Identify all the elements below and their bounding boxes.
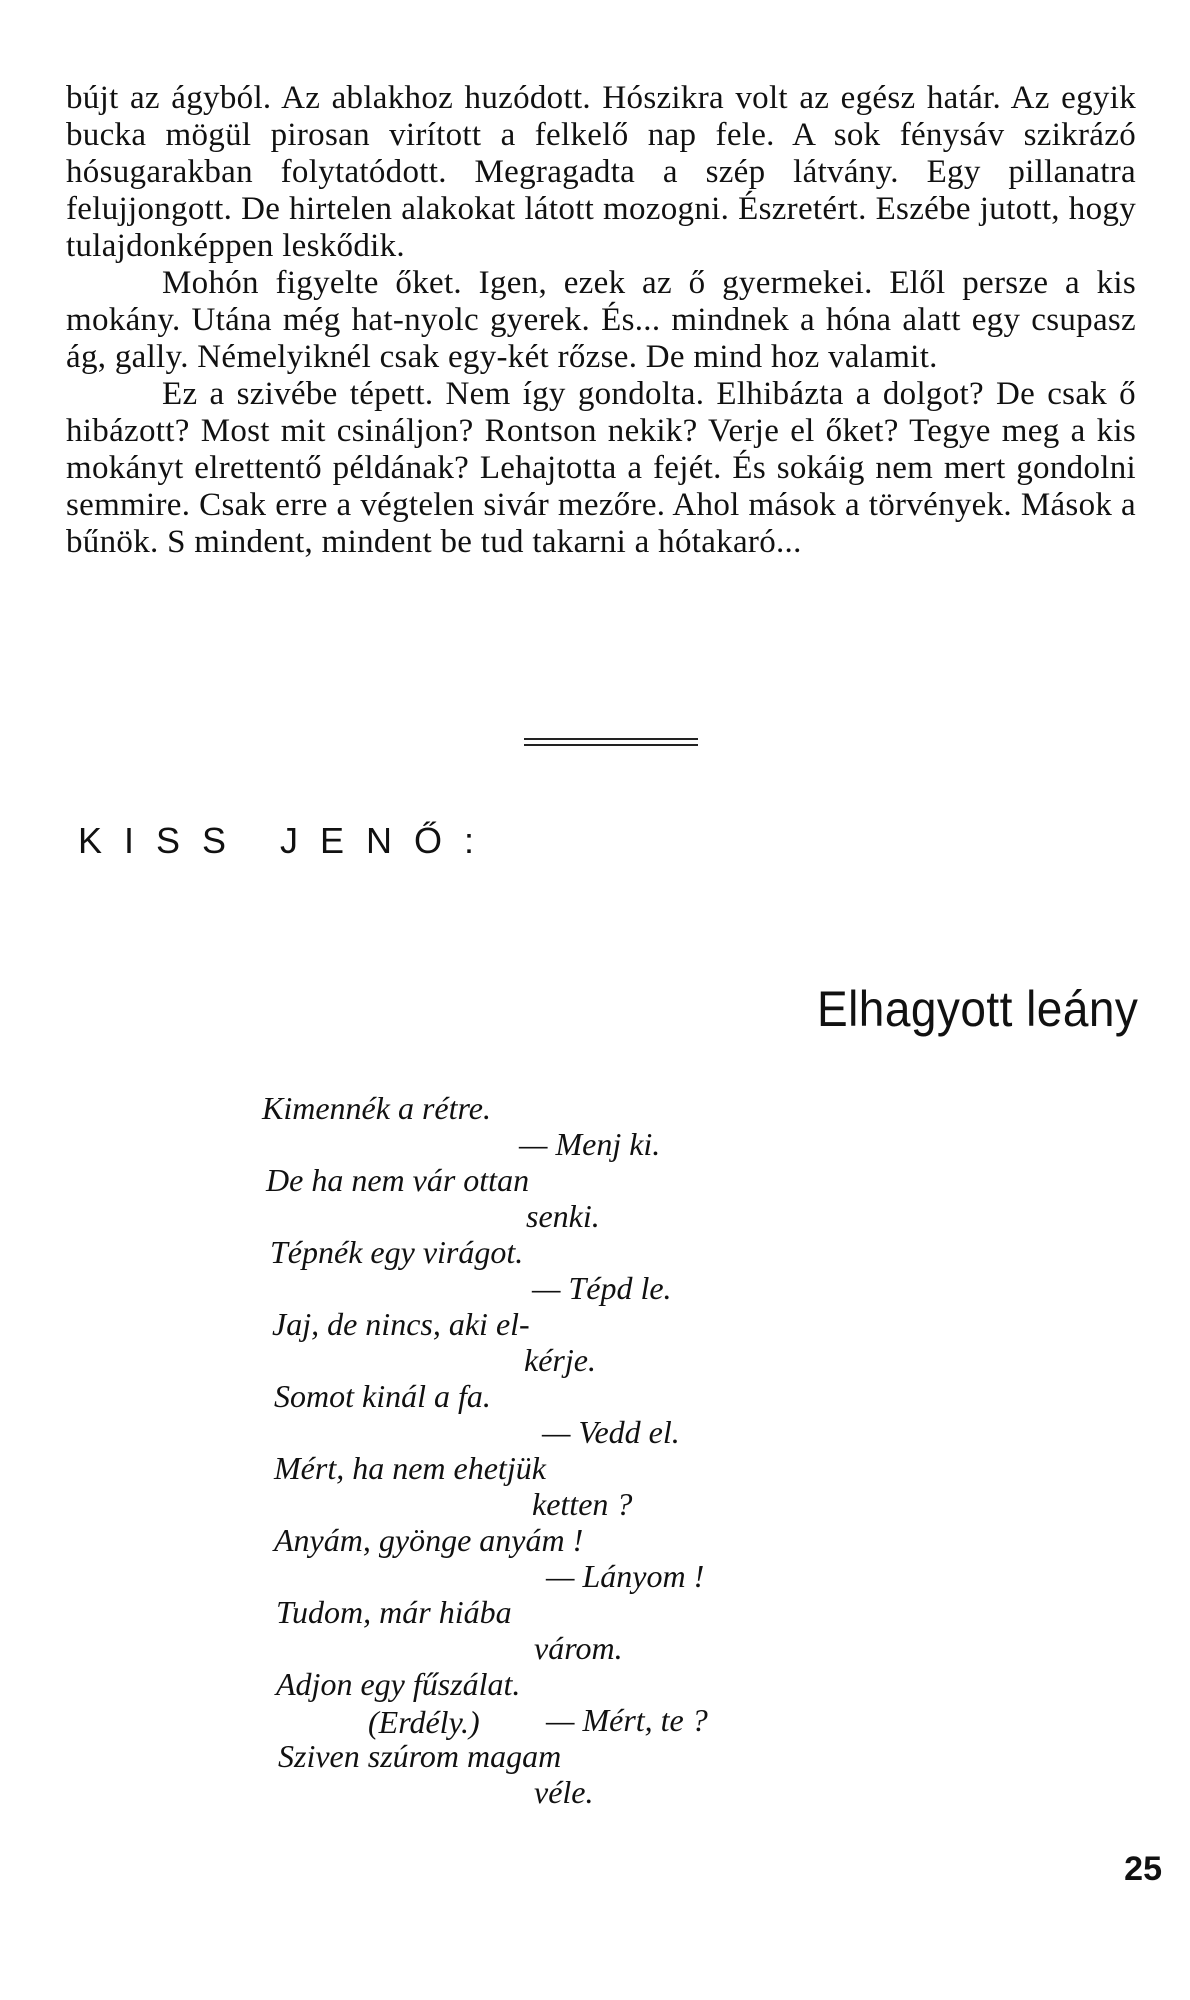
poem-line: — Tépd le. [532, 1270, 672, 1306]
poem-line: véle. [534, 1774, 594, 1810]
page-number: 25 [1124, 1850, 1162, 1888]
poem-title: Elhagyott leány [816, 981, 1138, 1037]
poem-line: — Mért, te ? [546, 1702, 708, 1738]
poem-body [262, 1090, 822, 1810]
prose-block [66, 80, 1136, 561]
poem-line: Somot kinál a fa. [274, 1378, 491, 1414]
poem-line: senki. [526, 1198, 600, 1234]
poem-line: Sziven szúrom magam [278, 1738, 562, 1774]
author-name: KISS JENŐ: [78, 820, 497, 861]
poem-line: Kimennék a rétre. [262, 1090, 491, 1126]
divider-rule [524, 744, 698, 746]
poem-line: Mért, ha nem ehetjük [274, 1450, 546, 1486]
poem-line: — Lányom ! [546, 1558, 705, 1594]
prose-paragraph: Ez a szivébe tépett. Nem így gondolta. Elhibázta a dolgot? De csak ő hibázott? Most mit csináljon? Rontson nekik? Verje el őket? Tegye meg a kis mokányt elrettentő példának? Lehajtotta a fejét. És sokáig nem mert gondolni semmire. Csak erre a végtelen sivár mezőre. Ahol mások a törvények. Mások a bűnök. S mindent, mindent be tud takarni a hótakaró... [66, 376, 1136, 560]
poem-line: — Vedd el. [542, 1414, 680, 1450]
poem-line: Tépnék egy virágot. [270, 1234, 524, 1270]
prose-paragraph: bújt az ágyból. Az ablakhoz huzódott. Hószikra volt az egész határ. Az egyik bucka mögül pirosan virított a felkelő nap fele. A sok fénysáv szikrázó hósugarakban folytatódott. Megragadta a szép látvány. Egy pillanatra felujjongott. De hirtelen alakokat látott mozogni. Észretért. Eszébe jutott, hogy tulajdonképpen leskődik. [66, 80, 1136, 264]
poem-line: kérje. [524, 1342, 596, 1378]
poem-line: Tudom, már hiába [276, 1594, 512, 1630]
poem-line: várom. [534, 1630, 623, 1666]
prose-paragraph: Mohón figyelte őket. Igen, ezek az ő gyermekei. Elől persze a kis mokány. Utána még hat-nyolc gyerek. És... mindnek a hóna alatt egy csupasz ág, gally. Némelyiknél csak egy-két rőzse. De mind hoz valamit. [66, 265, 1136, 375]
poem-line: — Menj ki. [519, 1126, 661, 1162]
poem-line: Jaj, de nincs, aki el- [272, 1306, 530, 1342]
poem-line: ketten ? [532, 1486, 633, 1522]
poem-source: (Erdély.) [368, 1704, 480, 1740]
poem-line: Adjon egy fűszálat. [276, 1666, 521, 1702]
section-divider [524, 738, 698, 750]
poem-line: Anyám, gyönge anyám ! [274, 1522, 584, 1558]
poem-line: De ha nem vár ottan [266, 1162, 530, 1198]
divider-rule [524, 738, 698, 740]
